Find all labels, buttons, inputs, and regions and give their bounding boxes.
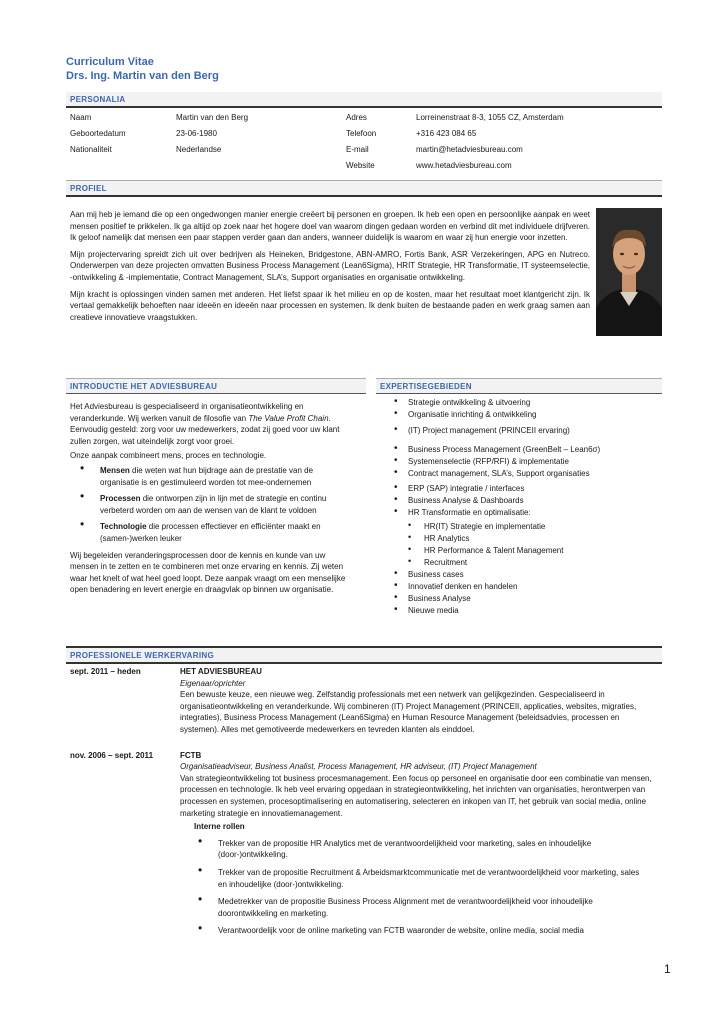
job-role: Organisatieadviseur, Business Analist, Process Management, HR adviseur, (IT) Project Management (180, 762, 537, 772)
value-email: martin@hetadviesbureau.com (416, 145, 523, 154)
expertise-item: • HR Transformatie en optimalisatie: (392, 507, 662, 519)
label-email: E-mail (346, 145, 369, 154)
expertise-subitem: • HR Performance & Talent Management (392, 545, 662, 557)
expertise-item: • Business Process Management (GreenBelt – Lean6σ) (392, 444, 662, 456)
intro-paragraph-2: Onze aanpak combineert mens, proces en technologie. (70, 451, 267, 461)
document-header (66, 55, 219, 83)
value-nationaliteit: Nederlandse (176, 145, 222, 154)
job-period: sept. 2011 – heden (70, 667, 141, 676)
intro-bullet-technologie (70, 521, 352, 544)
expertise-item: • Nieuwe media (392, 605, 662, 617)
job-subtitle: Interne rollen (194, 822, 245, 832)
profile-photo (596, 208, 662, 336)
expertise-subitem: • Recruitment (392, 557, 662, 569)
expertise-item: • Innovatief denken en handelen (392, 581, 662, 593)
value-naam: Martin van den Berg (176, 113, 249, 122)
job-role: Eigenaar/oprichter (180, 678, 246, 688)
expertise-item: • Strategie ontwikkeling & uitvoering (392, 397, 662, 409)
value-website: www.hetadviesbureau.com (416, 161, 512, 170)
job-description: Een bewuste keuze, een nieuwe weg. Zelfstandig professionals met een netwerk van gelijkgezinden. Gespecialiseerd in organisatieontwikkeling en veranderkunde. Wij combineren (IT) Project Management (PRINCEII, applicaties, websites, migraties, integraties), Business Process Management (Lean6Sigma) en Human Resource Management (beleidsadvies, processen en systemen). Alles met gemotiveerde medewerkers en tevreden klanten als einddoel. (180, 690, 637, 734)
expertise-subitem: • HR Analytics (392, 533, 662, 545)
bullet-bold: Mensen (100, 465, 130, 475)
header-title: Curriculum Vitae (66, 56, 154, 68)
personalia-section (66, 92, 662, 174)
expertise-item: • Contract management, SLA’s, Support organisaties (392, 468, 662, 480)
expertise-title: EXPERTISEGEBIEDEN (376, 378, 662, 394)
expertise-item: • Business Analyse (392, 593, 662, 605)
expertise-item: • Business cases (392, 569, 662, 581)
profiel-text (66, 197, 590, 323)
job-details (180, 666, 662, 736)
intro-p1-end: . Eenvoudig gesteld: zorg voor uw medewerkers, zodat zij goed voor uw klant zullen zorgen, wat uiteindelijk zorgt voor groei. (70, 413, 340, 446)
bullet-text: die processen effectiever en efficiënter maakt en (samen-)werken leuker (100, 522, 321, 543)
bullet-text: die ontworpen zijn in lijn met de strategie en continu verbeterd worden om aan de wensen van de klant te voldoen (100, 494, 327, 515)
intro-paragraph-3: Wij begeleiden veranderingsprocessen door de kennis en kunde van uw mensen in te zetten en te combineren met onze ervaring en kennis. Zij weten waar het knelt of wat heel goed loopt. Deze aanpak vraagt om een menselijke open benadering en levert energie en draagvlak op binnen uw organisatie. (70, 550, 346, 595)
personalia-title: PERSONALIA (66, 92, 662, 108)
expertise-section (376, 378, 662, 616)
job-role-item: • Verantwoordelijk voor de online marketing van FCTB waaronder de website, online media, social media (188, 925, 648, 937)
value-adres: Lorreinenstraat 8-3, 1055 CZ, Amsterdam (416, 113, 564, 122)
profiel-section (66, 180, 662, 323)
intro-bullet-mensen (70, 465, 352, 488)
job-description: Van strategieontwikkeling tot business procesmanagement. Een focus op personeel en organisatie door een combinatie van mensen, processen en technologie. Ik heb veel ervaring opgedaan in strategieontwikkeling, het inrichten van organisaties, herontwerpen van processen en systemen, procesoptimalisering en automatisering, selecteren en inkopen van IT, het gebruik van social media, online marketing strategie en innovatiemanagement. (180, 773, 652, 818)
job-company: HET ADVIESBUREAU (180, 667, 262, 676)
bullet-bold: Processen (100, 494, 141, 504)
bullet-text: die weten wat hun bijdrage aan de prestatie van de organisatie is en gestimuleerd worden tot mee-ondernemen (100, 465, 314, 487)
label-adres: Adres (346, 113, 367, 122)
intro-section (66, 378, 366, 596)
intro-text (66, 394, 352, 596)
header-name: Drs. Ing. Martin van den Berg (66, 70, 219, 82)
value-geboortedatum: 23-06-1980 (176, 129, 217, 138)
label-geboortedatum: Geboortedatum (70, 129, 126, 138)
label-naam: Naam (70, 113, 92, 122)
intro-bullet-processen (70, 493, 352, 516)
profile-photo-image (596, 208, 662, 336)
expertise-item: • Business Analyse & Dashboards (392, 495, 662, 507)
empty-cell (70, 158, 176, 174)
expertise-list (376, 394, 662, 616)
expertise-subitem: • HR(IT) Strategie en implementatie (392, 521, 662, 533)
job-role-item: • Trekker van de propositie Recruitment & Arbeidsmarktcommunicatie met de verantwoordelijkheid voor marketing, sales en inhoudelijke (door-)ontwikkeling. (188, 867, 648, 890)
expertise-item: • ERP (SAP) integratie / interfaces (392, 483, 662, 495)
intro-p1-start: Het Adviesbureau is gespecialiseerd in organisatieontwikkeling en veranderkunde. Wij werken vanuit de filosofie van (70, 402, 304, 423)
ervaring-section (66, 646, 662, 937)
intro-title: INTRODUCTIE HET ADVIESBUREAU (66, 378, 366, 394)
intro-paragraph-1 (70, 401, 352, 447)
personalia-grid (66, 108, 662, 174)
ervaring-title: PROFESSIONELE WERKERVARING (66, 646, 662, 664)
expertise-item: • Organisatie inrichting & ontwikkeling (392, 409, 662, 421)
bullet-bold: Technologie (100, 522, 147, 532)
label-nationaliteit: Nationaliteit (70, 145, 112, 154)
profiel-paragraph-2: Mijn projectervaring spreidt zich uit over bedrijven als Heineken, Bridgestone, ABN-AMRO, Fortis Bank, ASR Verzekeringen, APG en Nutreco. Onderwerpen van deze projecten omvatten Business Process Management (Lean6Sigma), HRIT Strategie, HR Transformatie, IT systeemselectie, -ontwikkeling & -implementatie, Contract Management, SLA’s, Support organisaties en organisatie ontwikkeling. (70, 249, 590, 282)
job-period: nov. 2006 – sept. 2011 (70, 750, 154, 760)
job-role-item: • Medetrekker van de propositie Business Process Alignment met de verantwoordelijkheid voor inhoudelijke doorontwikkeling en marketing. (188, 896, 648, 919)
page-number: 1 (664, 962, 671, 976)
job-details (180, 750, 662, 937)
job-role-item: • Trekker van de propositie HR Analytics met de verantwoordelijkheid voor marketing, sales en inhoudelijke (door-)ontwikkeling. (188, 838, 648, 861)
label-telefoon: Telefoon (346, 129, 377, 138)
job-2 (66, 736, 662, 937)
label-website: Website (346, 161, 375, 170)
profiel-paragraph-3: Mijn kracht is oplossingen vinden samen met anderen. Het liefst spaar ik het milieu en op de kosten, maar het resultaat moet klantgericht zijn. Ik vertaal gemakkelijk behoeften naar ideeën en ideeën naar processen en systemen. Ik denk buiten de bestaande paden en werk graag samen aan creatieve innovatieve vraagstukken. (70, 289, 590, 322)
empty-cell (176, 158, 346, 174)
profiel-title: PROFIEL (66, 180, 662, 197)
intro-p1-italic: The Value Profit Chain (248, 413, 329, 423)
expertise-item: • Systemenselectie (RFP/RFI) & implementatie (392, 456, 662, 468)
job-1 (66, 664, 662, 736)
profiel-paragraph-1: Aan mij heb je iemand die op een ongedwongen manier energie creëert bij personen en groepen. Ik heb een open en persoonlijke aanpak en weet mensen positief te prikkelen. Ik ga altijd op zoek naar het hogere doel van waarom dingen gedaan worden en verbind dit met individuele drijfveren. Ik geloof namelijk dat mensen een paar stappen verder gaan dan anders, wanneer duidelijk is waarom en waar zij hun energie voor inzetten. (70, 210, 590, 243)
value-telefoon: +316 423 084 65 (416, 129, 477, 138)
job-company: FCTB (180, 750, 202, 760)
expertise-item: • (IT) Project management (PRINCEII ervaring) (392, 425, 662, 437)
